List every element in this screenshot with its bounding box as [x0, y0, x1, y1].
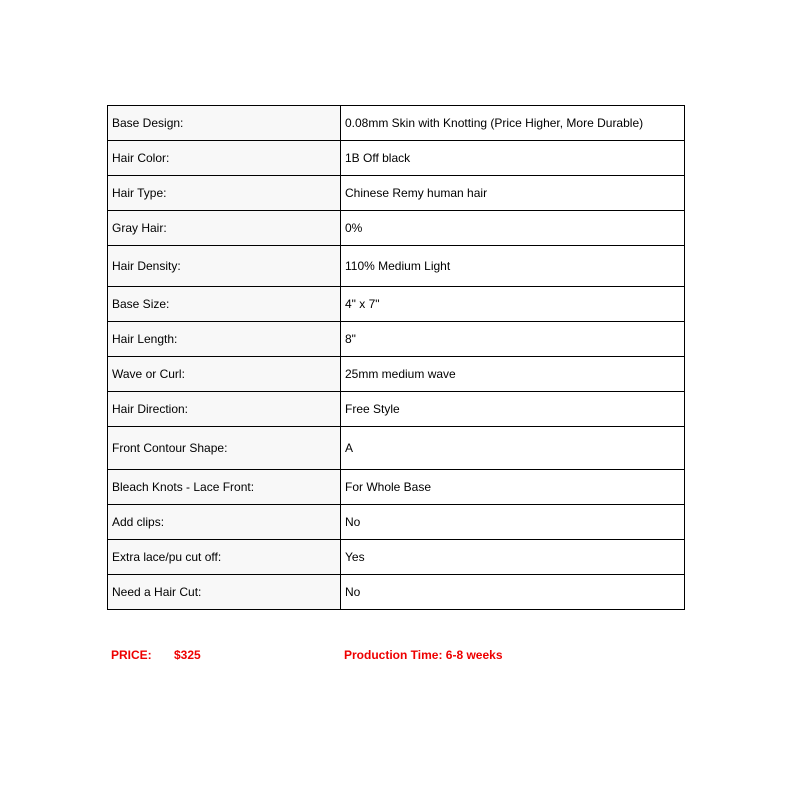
spec-value: Chinese Remy human hair [341, 176, 685, 211]
spec-row [108, 211, 685, 246]
spec-row [108, 141, 685, 176]
spec-label: Hair Density: [108, 246, 341, 287]
price-value: $325 [174, 648, 201, 662]
spec-row [108, 392, 685, 427]
production-time: Production Time: 6-8 weeks [344, 648, 503, 662]
spec-row [108, 540, 685, 575]
spec-label: Front Contour Shape: [108, 427, 341, 470]
spec-label: Base Design: [108, 106, 341, 141]
spec-row [108, 106, 685, 141]
spec-value: For Whole Base [341, 470, 685, 505]
spec-table-body [108, 106, 685, 610]
spec-value: No [341, 575, 685, 610]
spec-label: Hair Type: [108, 176, 341, 211]
spec-value: A [341, 427, 685, 470]
spec-row [108, 176, 685, 211]
spec-row [108, 246, 685, 287]
spec-value: 8" [341, 322, 685, 357]
spec-label: Hair Direction: [108, 392, 341, 427]
spec-value: No [341, 505, 685, 540]
spec-label: Base Size: [108, 287, 341, 322]
spec-row [108, 287, 685, 322]
spec-label: Hair Color: [108, 141, 341, 176]
spec-row [108, 322, 685, 357]
spec-value: Free Style [341, 392, 685, 427]
spec-label: Gray Hair: [108, 211, 341, 246]
spec-row [108, 357, 685, 392]
spec-row [108, 470, 685, 505]
spec-value: 1B Off black [341, 141, 685, 176]
price-label: PRICE: [111, 648, 152, 662]
spec-row [108, 427, 685, 470]
spec-label: Wave or Curl: [108, 357, 341, 392]
spec-label: Need a Hair Cut: [108, 575, 341, 610]
spec-value: 110% Medium Light [341, 246, 685, 287]
spec-value: 4" x 7" [341, 287, 685, 322]
spec-table [107, 105, 685, 610]
spec-label: Add clips: [108, 505, 341, 540]
spec-value: 0.08mm Skin with Knotting (Price Higher, More Durable) [341, 106, 685, 141]
spec-value: 0% [341, 211, 685, 246]
spec-label: Hair Length: [108, 322, 341, 357]
spec-label: Extra lace/pu cut off: [108, 540, 341, 575]
spec-value: 25mm medium wave [341, 357, 685, 392]
spec-row [108, 505, 685, 540]
spec-label: Bleach Knots - Lace Front: [108, 470, 341, 505]
spec-value: Yes [341, 540, 685, 575]
spec-row [108, 575, 685, 610]
